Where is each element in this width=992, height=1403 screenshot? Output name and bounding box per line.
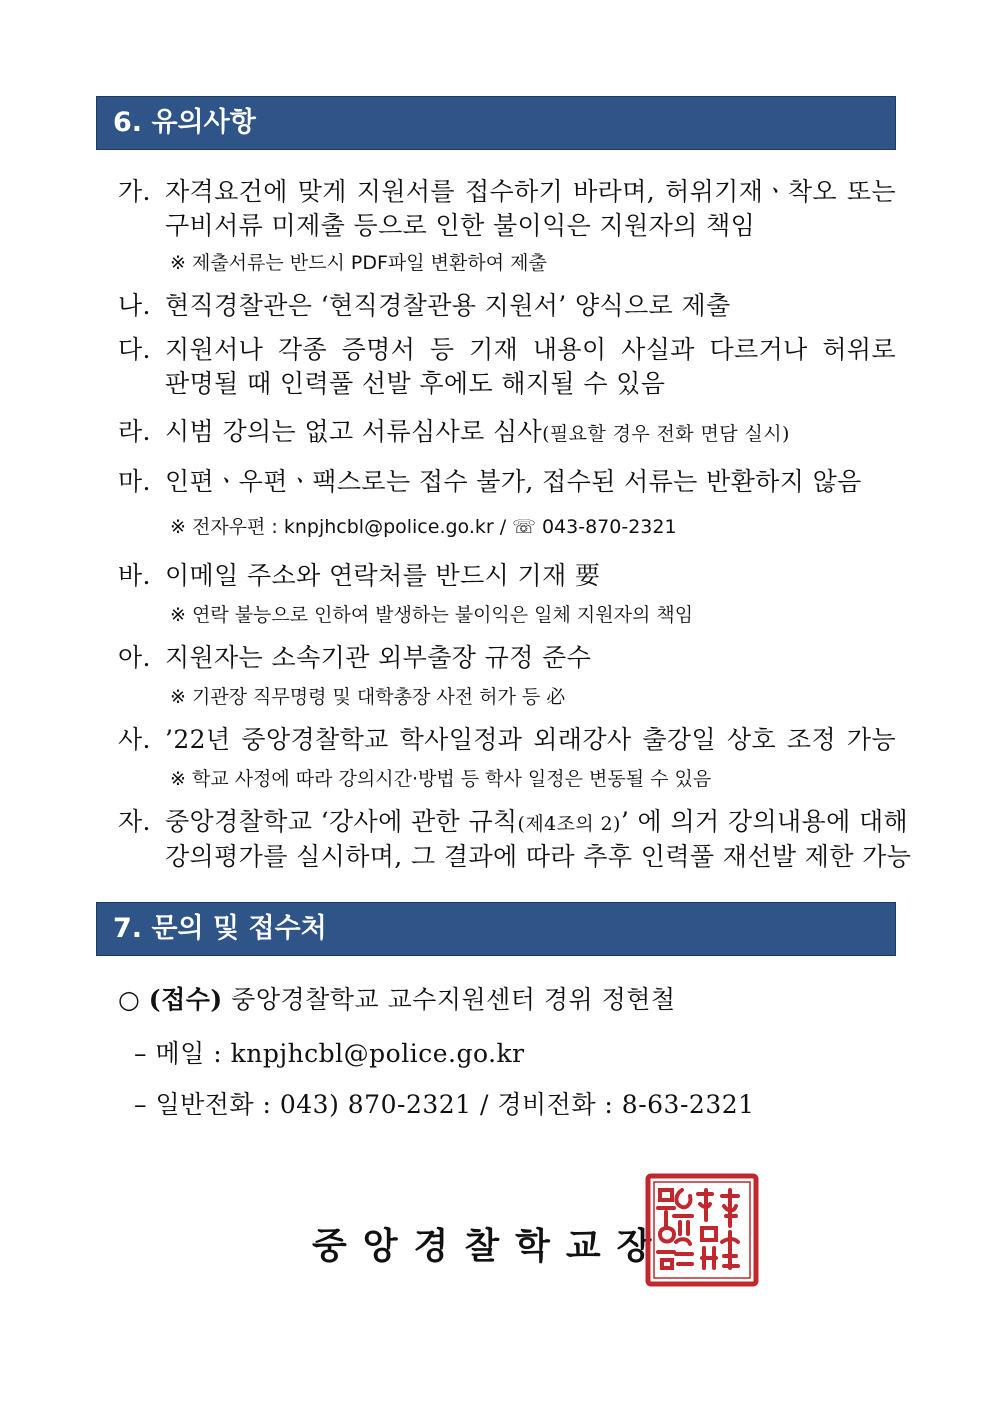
note-pdf: ※ 제출서류는 반드시 PDF파일 변환하여 제출 <box>170 252 547 274</box>
item-text: ’ 에 의거 강의내용에 대해 <box>620 807 909 836</box>
circle-bullet: ○ <box>118 985 149 1014</box>
section-6-header <box>96 96 896 150</box>
section-7-title: 7. 문의 및 접수처 <box>113 913 327 944</box>
signature-title: 중앙경찰학교장 <box>312 1226 668 1267</box>
item-text: ’22년 중앙경찰학교 학사일정과 외래강사 출강일 상호 조정 가능 <box>165 725 896 754</box>
item-sa <box>118 720 896 756</box>
item-text: 지원서나 각종 증명서 등 기재 내용이 사실과 다르거나 허위로 <box>165 335 896 364</box>
reception-label: (접수) <box>148 985 223 1014</box>
section-6-title: 6. 유의사항 <box>113 107 256 138</box>
item-text: 현직경찰관은 ‘현직경찰관용 지원서’ 양식으로 제출 <box>165 291 731 320</box>
note-schedule: ※ 학교 사정에 따라 강의시간·방법 등 학사 일정은 변동될 수 있음 <box>170 768 712 790</box>
reception-text: 중앙경찰학교 교수지원센터 경위 정현철 <box>222 985 676 1014</box>
item-marker: 나. <box>118 291 151 320</box>
item-text: 인편ㆍ우편ㆍ팩스로는 접수 불가, 접수된 서류는 반환하지 않음 <box>165 467 862 496</box>
note-contact: ※ 전자우편 : knpjhcbl@police.go.kr / ☏ 043-870-2321 <box>170 516 677 538</box>
item-text: 이메일 주소와 연락처를 반드시 기재 要 <box>165 561 601 590</box>
phone-line: – 일반전화 : 043) 870-2321 / 경비전화 : 8-63-2321 <box>134 1090 755 1119</box>
item-text: 지원자는 소속기관 외부출장 규정 준수 <box>165 643 592 672</box>
item-text: 중앙경찰학교 ‘강사에 관한 규칙 <box>165 807 518 836</box>
item-a <box>118 638 591 674</box>
item-ja-continued: 강의평가를 실시하며, 그 결과에 따라 추후 인력풀 재선발 제한 가능 <box>165 842 912 871</box>
note-permission: ※ 기관장 직무명령 및 대학총장 사전 허가 등 必 <box>170 686 566 708</box>
mail-line: – 메일 : knpjhcbl@police.go.kr <box>134 1039 525 1068</box>
item-text-small: (필요할 경우 전화 면담 실시) <box>542 423 790 445</box>
note-responsibility: ※ 연락 불능으로 인하여 발생하는 불이익은 일체 지원자의 책임 <box>170 604 694 626</box>
item-marker: 사. <box>118 725 151 754</box>
item-da <box>118 330 896 366</box>
item-ga <box>118 172 896 208</box>
item-marker: 자. <box>118 807 151 836</box>
item-text: 자격요건에 맞게 지원서를 접수하기 바라며, 허위기재ㆍ착오 또는 <box>165 177 896 206</box>
section-7-header <box>96 902 896 956</box>
item-na <box>118 286 731 322</box>
item-ja <box>118 802 909 838</box>
item-da-continued: 판명될 때 인력풀 선발 후에도 해지될 수 있음 <box>165 369 666 398</box>
item-ma <box>118 462 862 498</box>
reception-line <box>118 980 676 1016</box>
item-marker: 아. <box>118 643 151 672</box>
item-marker: 바. <box>118 561 151 590</box>
item-marker: 마. <box>118 467 151 496</box>
item-text-small: (제4조의 2) <box>517 813 621 835</box>
item-text: 시범 강의는 없고 서류심사로 심사 <box>165 417 543 446</box>
item-marker: 다. <box>118 335 151 364</box>
item-marker: 라. <box>118 417 151 446</box>
item-marker: 가. <box>118 177 151 206</box>
item-ga-continued: 구비서류 미제출 등으로 인한 불이익은 지원자의 책임 <box>165 211 756 240</box>
item-ra <box>118 412 790 448</box>
official-seal <box>644 1172 760 1288</box>
item-ba <box>118 556 600 592</box>
